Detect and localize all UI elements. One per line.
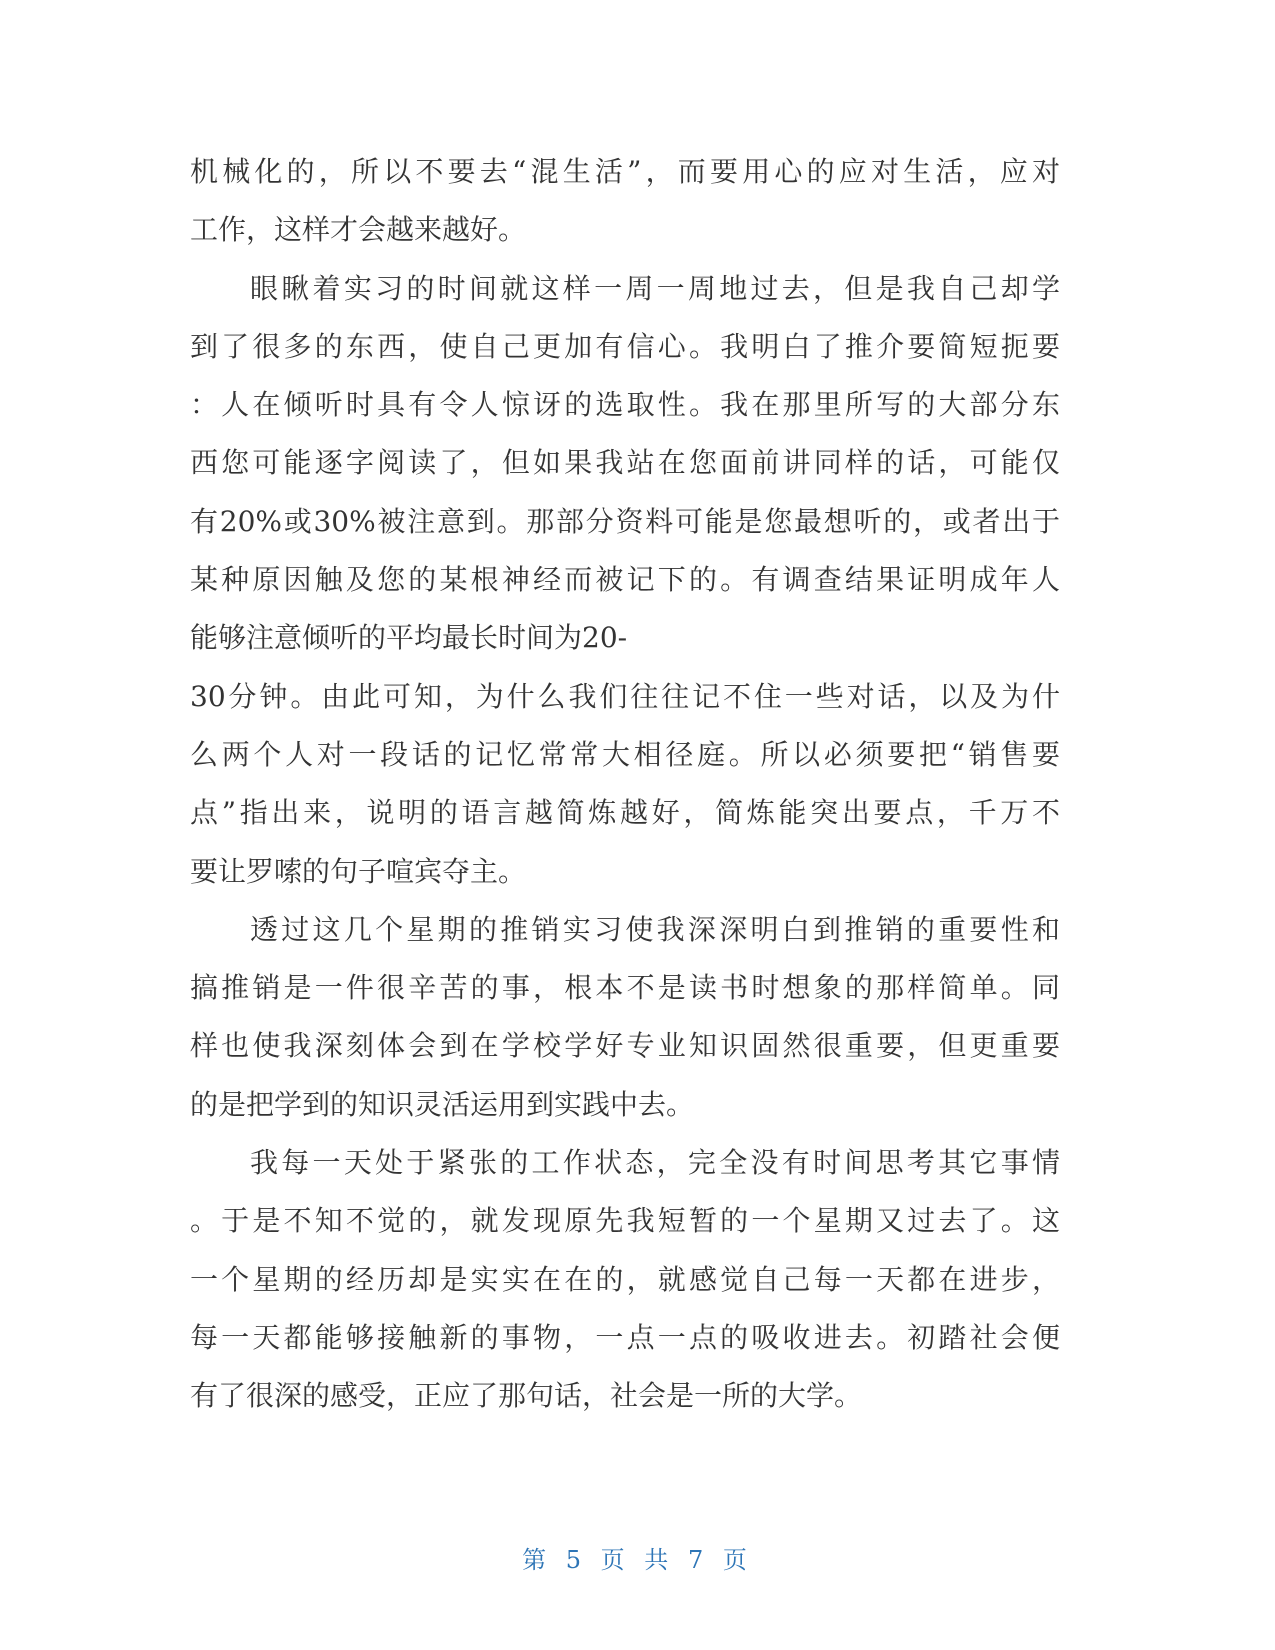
text-line-7: 有20%或30%被注意到。那部分资料可能是您最想听的，或者出于	[190, 504, 1060, 538]
text-line-6: 西您可能逐字阅读了，但如果我站在您面前讲同样的话，可能仅	[190, 446, 1060, 480]
text-line-10: 30分钟。由此可知，为什么我们往往记不住一些对话，以及为什	[190, 679, 1060, 713]
text-line-18: 我每一天处于紧张的工作状态，完全没有时间思考其它事情	[250, 1146, 1060, 1180]
text-line-8: 某种原因触及您的某根神经而被记下的。有调查结果证明成年人	[190, 563, 1060, 597]
text-line-20: 一个星期的经历却是实实在在的，就感觉自己每一天都在进步，	[190, 1262, 1060, 1296]
text-line-15: 搞推销是一件很辛苦的事，根本不是读书时想象的那样简单。同	[190, 971, 1060, 1005]
text-line-19: 。于是不知不觉的，就发现原先我短暂的一个星期又过去了。这	[190, 1204, 1060, 1238]
text-line-5: ：人在倾听时具有令人惊讶的选取性。我在那里所写的大部分东	[190, 388, 1060, 422]
text-line-9: 能够注意倾听的平均最长时间为20-	[190, 621, 628, 655]
text-line-4: 到了很多的东西，使自己更加有信心。我明白了推介要简短扼要	[190, 329, 1060, 363]
page-number-footer: 第 5 页 共 7 页	[522, 1546, 753, 1574]
text-line-2: 工作，这样才会越来越好。	[190, 213, 527, 247]
text-line-22: 有了很深的感受，正应了那句话，社会是一所的大学。	[190, 1379, 863, 1413]
body-text	[190, 143, 1060, 1426]
text-line-16: 样也使我深刻体会到在学校学好专业知识固然很重要，但更重要	[190, 1029, 1060, 1063]
text-line-11: 么两个人对一段话的记忆常常大相径庭。所以必须要把“销售要	[190, 737, 1060, 771]
text-line-21: 每一天都能够接触新的事物，一点一点的吸收进去。初踏社会便	[190, 1320, 1060, 1354]
text-line-13: 要让罗嗦的句子喧宾夺主。	[190, 854, 527, 888]
text-line-17: 的是把学到的知识灵活运用到实践中去。	[190, 1087, 695, 1121]
text-line-12: 点”指出来，说明的语言越简炼越好，简炼能突出要点，千万不	[190, 796, 1060, 830]
text-line-14: 透过这几个星期的推销实习使我深深明白到推销的重要性和	[250, 912, 1060, 946]
text-line-3: 眼瞅着实习的时间就这样一周一周地过去，但是我自己却学	[250, 271, 1060, 305]
text-line-1: 机械化的，所以不要去“混生活”，而要用心的应对生活，应对	[190, 155, 1060, 188]
